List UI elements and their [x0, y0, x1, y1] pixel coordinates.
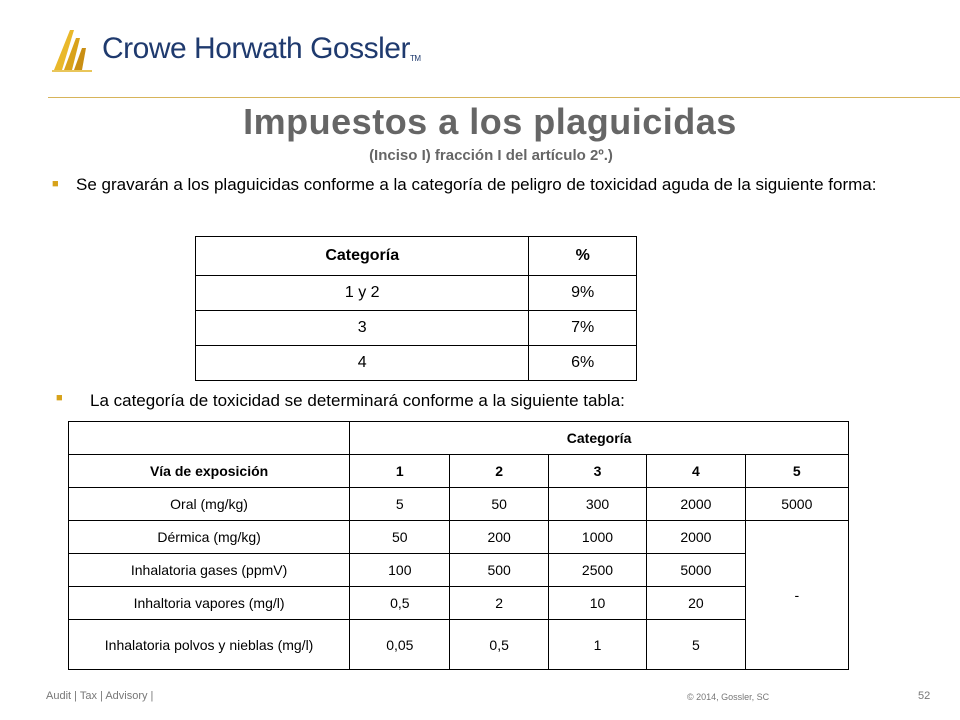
bullet-text-1: Se gravarán a los plaguicidas conforme a la categoría de peligro de toxicidad aguda de la siguiente forma: — [76, 175, 877, 194]
header-cat-2: 2 — [450, 455, 548, 488]
bullet-square-icon: ■ — [52, 178, 59, 190]
header-cat-5: 5 — [745, 455, 848, 488]
table-row — [69, 620, 849, 670]
cell-value: 50 — [350, 521, 450, 554]
cell-value: 1000 — [548, 521, 646, 554]
tax-rate-table — [195, 236, 637, 381]
table-row — [69, 521, 849, 554]
cell-value: 50 — [450, 488, 548, 521]
cell-value: 1 — [548, 620, 646, 670]
cell-category: 1 y 2 — [196, 276, 529, 311]
header-percent: % — [529, 237, 637, 276]
cell-route: Inhalatoria polvos y nieblas (mg/l) — [69, 620, 350, 670]
cell-value: 5000 — [647, 554, 745, 587]
cell-value: 0,5 — [350, 587, 450, 620]
table-header-row — [196, 237, 637, 276]
cell-value: 5 — [350, 488, 450, 521]
footer-copyright: © 2014, Gossler, SC — [687, 692, 770, 702]
merged-cat-5-cell: - — [745, 521, 848, 670]
cell-route: Inhalatoria gases (ppmV) — [69, 554, 350, 587]
cell-value: 2000 — [647, 488, 745, 521]
table-row — [196, 311, 637, 346]
header-cat-3: 3 — [548, 455, 646, 488]
page-number: 52 — [918, 690, 931, 702]
table-row — [196, 346, 637, 381]
cell-route: Inhaltoria vapores (mg/l) — [69, 587, 350, 620]
cell-value: 0,05 — [350, 620, 450, 670]
cell-value: 20 — [647, 587, 745, 620]
bullet-square-icon: ■ — [56, 392, 63, 404]
cell-value: 5 — [647, 620, 745, 670]
crowe-logo-icon — [52, 28, 98, 72]
table-row — [196, 276, 637, 311]
table-row — [69, 554, 849, 587]
cell-category: 4 — [196, 346, 529, 381]
toxicity-table — [68, 421, 849, 670]
cell-value: 2500 — [548, 554, 646, 587]
bullet-paragraph-1 — [52, 172, 937, 197]
cell-value: 300 — [548, 488, 646, 521]
cell-value: 100 — [350, 554, 450, 587]
cell-rate: 9% — [529, 276, 637, 311]
cell-value: 200 — [450, 521, 548, 554]
cell-value: 2000 — [647, 521, 745, 554]
cell-rate: 7% — [529, 311, 637, 346]
cell-value: 500 — [450, 554, 548, 587]
cell-category: 3 — [196, 311, 529, 346]
cell-value: 2 — [450, 587, 548, 620]
bullet-text-2: La categoría de toxicidad se determinará conforme a la siguiente tabla: — [90, 391, 625, 410]
table-row — [69, 488, 849, 521]
bullet-paragraph-2 — [56, 391, 625, 411]
group-header-categoria: Categoría — [350, 422, 849, 455]
table-header-row — [69, 455, 849, 488]
logo-text: Crowe Horwath Gossler™ — [102, 32, 421, 65]
header-categoria: Categoría — [196, 237, 529, 276]
table-row — [69, 587, 849, 620]
header-via: Vía de exposición — [69, 455, 350, 488]
footer-services: Audit | Tax | Advisory | — [46, 690, 154, 702]
cell-value: 0,5 — [450, 620, 548, 670]
cell-rate: 6% — [529, 346, 637, 381]
cell-route: Dérmica (mg/kg) — [69, 521, 350, 554]
empty-corner-cell — [69, 422, 350, 455]
page-subtitle: (Inciso I) fracción I del artículo 2º.) — [369, 147, 613, 164]
header-cat-4: 4 — [647, 455, 745, 488]
header-cat-1: 1 — [350, 455, 450, 488]
group-header-row — [69, 422, 849, 455]
page-title: Impuestos a los plaguicidas — [243, 101, 737, 142]
cell-route: Oral (mg/kg) — [69, 488, 350, 521]
header-rule — [48, 97, 960, 98]
cell-value: 10 — [548, 587, 646, 620]
cell-value: 5000 — [745, 488, 848, 521]
